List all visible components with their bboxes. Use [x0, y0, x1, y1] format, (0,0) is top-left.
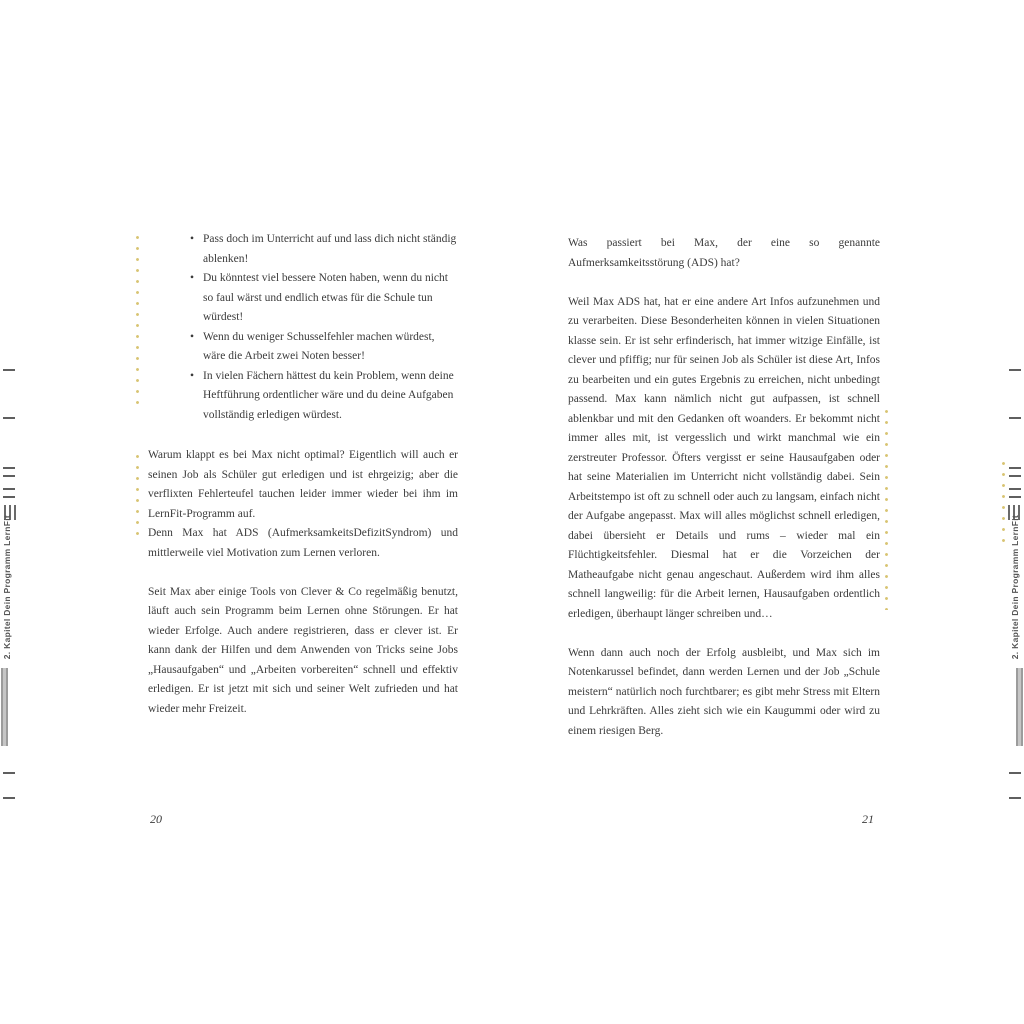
edge-gray-bar-left	[1, 668, 8, 746]
fold-mark-dash	[1009, 369, 1021, 371]
paragraph-denn-max: Denn Max hat ADS (AufmerksamkeitsDefizitSyndrom) und mittlerweile viel Motivation zum Lernen verloren.	[148, 527, 458, 559]
paragraph-question: Was passiert bei Max, der eine so genannte Aufmerksamkeitsstörung (ADS) hat?	[568, 237, 880, 269]
fold-mark-dash	[3, 475, 15, 477]
fold-mark-dash	[3, 797, 15, 799]
fold-mark-dash	[1009, 797, 1021, 799]
fold-mark-dash	[1009, 475, 1021, 477]
fold-mark-dash	[1009, 488, 1021, 490]
paragraph-warum-klappt: Warum klappt es bei Max nicht optimal? Eigentlich will auch er seinen Job als Schüler gut erledigen und ist ehrgeizig; aber die verflixten Fehlerteufel tauchen leider immer wieder bei ihm im LernFit-Programm auf.	[148, 449, 458, 520]
fold-mark-dash	[1009, 772, 1021, 774]
fold-mark-dash	[3, 772, 15, 774]
chapter-sidebar-label-right: 2. Kapitel Dein Programm LernFit	[1010, 515, 1020, 660]
margin-dot-column	[136, 455, 139, 535]
fold-mark-dash	[3, 488, 15, 490]
advice-bullet-list	[148, 230, 458, 425]
paragraph-wenn-dann: Wenn dann auch noch der Erfolg ausbleibt, und Max sich im Notenkarussel befindet, dann werden Lernen und der Job „Schule meistern“ natürlich noch furchtbarer; es gibt mehr Stress mit Eltern und Lehrkräften. Alles zieht sich wie ein Kaugummi oder wird zu einem riesigen Berg.	[568, 646, 880, 737]
left-page-text-column	[148, 230, 458, 719]
fold-mark-dash	[1009, 467, 1021, 469]
fold-mark-dash	[3, 369, 15, 371]
margin-dot-column	[1002, 462, 1005, 548]
page-number-right: 21	[862, 812, 874, 826]
paragraph-seit-max: Seit Max aber einige Tools von Clever & Co regelmäßig benutzt, läuft auch sein Programm beim Lernen ohne Störungen. Er hat wieder Erfolge. Auch andere registrieren, dass er clever ist. Er kann dank der Hilfen und dem Anwenden von Tricks seine Jobs „Hausaufgaben“ und „Arbeiten vorbereiten“ schnell und effektiv erledigen. Er ist jetzt mit sich und seiner Welt zufrieden und hat wieder mehr Freizeit.	[148, 585, 458, 715]
page-number-left: 20	[150, 812, 162, 826]
fold-mark-dash	[3, 496, 15, 498]
paragraph-weil-max: Weil Max ADS hat, hat er eine andere Art Infos aufzunehmen und zu verarbeiten. Diese Besonderheiten können in vielen Situationen klasse sein. Er ist sehr erfinderisch, hat immer witzige Einfälle, ist clever und pfiffig; nur für seinen Job als Schüler ist diese Art, Infos zu bearbeiten und ein gutes Ergebnis zu erreichen, nicht unbedingt passend. Max kann nämlich nicht gut aufpassen, ist schnell ablenkbar und mit den Gedanken oft woanders. Er bekommt nicht immer alles mit, ist vergesslich und wirkt manchmal wie ein zerstreuter Professor. Öfters vergisst er seine Hausaufgaben oder hat seine Materialien im Unterricht nicht vollständig dabei. Sein Arbeitstempo ist oft zu schnell oder auch zu langsam, einfach nicht der Aufgabe angepasst. Max will alles möglichst schnell erledigen, dabei übersieht er Details und rums – wieder mal ein Flüchtigkeitsfehler. Diesmal hat er die Vorzeichen der Matheaufgabe nicht genau angeschaut. Außerdem wird ihm alles schnell langweilig: für die Arbeit lernen, Hausaufgaben ordentlich erledigen, überhaupt länger schreiben und…	[568, 295, 880, 620]
bullet-item: • In vielen Fächern hättest du kein Problem, wenn deine Heftführung ordentlicher wäre und du deine Aufgaben vollständig erledigen würdest.	[203, 367, 458, 426]
fold-mark-dash	[3, 417, 15, 419]
right-page-text-column	[568, 234, 880, 741]
fold-mark-dash	[1009, 496, 1021, 498]
edge-gray-bar-right	[1016, 668, 1023, 746]
margin-dot-column	[885, 410, 888, 610]
chapter-sidebar-label-left: 2. Kapitel Dein Programm LernFit	[2, 515, 12, 660]
bullet-item: • Du könntest viel bessere Noten haben, wenn du nicht so faul wärst und endlich etwas für die Schule tun würdest!	[203, 269, 458, 328]
margin-dot-column	[136, 236, 139, 406]
fold-mark-tick	[14, 505, 16, 520]
bullet-item: • Pass doch im Unterricht auf und lass dich nicht ständig ablenken!	[203, 230, 458, 269]
fold-mark-dash	[3, 467, 15, 469]
bullet-item: • Wenn du weniger Schusselfehler machen würdest, wäre die Arbeit zwei Noten besser!	[203, 328, 458, 367]
fold-mark-dash	[1009, 417, 1021, 419]
